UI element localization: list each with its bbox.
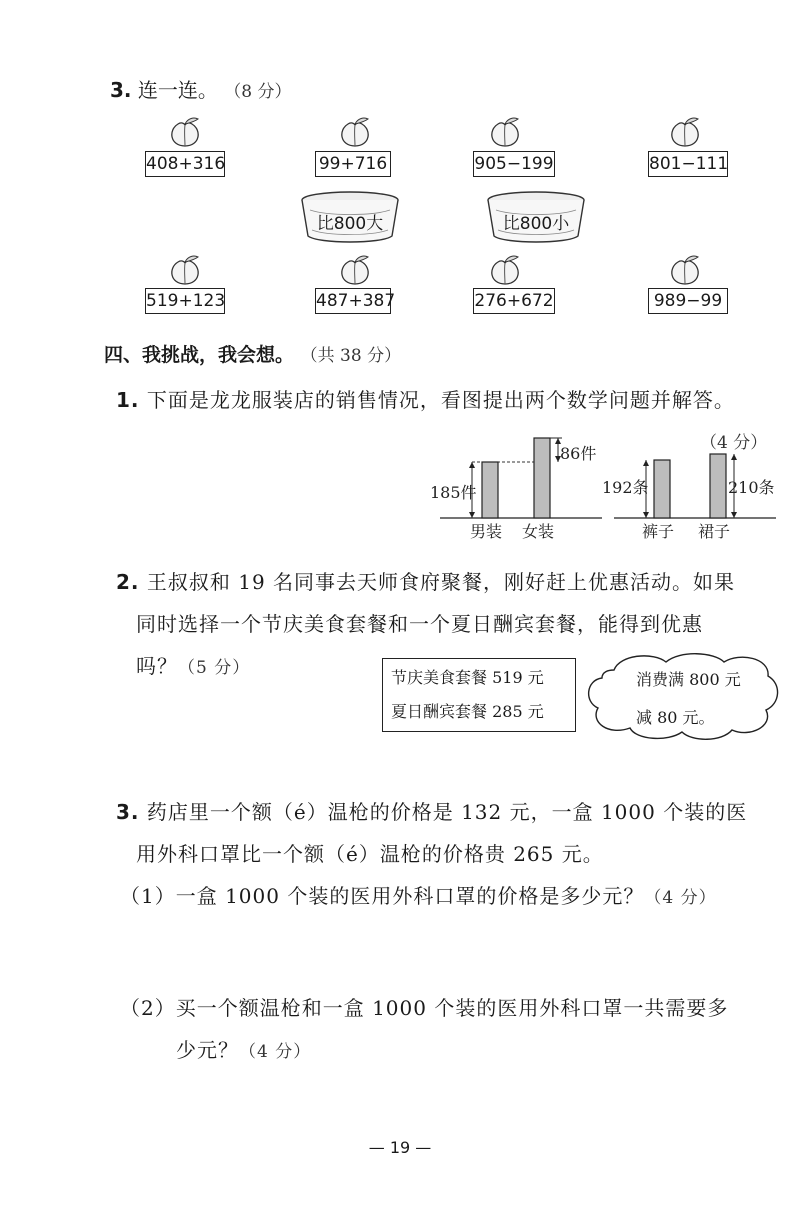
- section-heading: [104, 340, 401, 367]
- q3-instruction: 连一连。: [137, 78, 218, 102]
- subquestion-text: 少元？: [176, 1038, 239, 1062]
- problem-number: 3.: [116, 800, 140, 824]
- problem-1-points: （4 分）: [700, 433, 768, 453]
- problem-number: 1.: [116, 388, 140, 412]
- basket-label: 比800小: [502, 214, 570, 234]
- problem-text: 吗？: [136, 654, 178, 678]
- peach-icon: [334, 116, 376, 148]
- problem-text: 下面是龙龙服装店的销售情况，看图提出两个数学问题并解答。: [146, 388, 735, 412]
- problem-text: 药店里一个额（é）温枪的价格是 132 元，一盒 1000 个装的医: [146, 800, 748, 824]
- menu-item: 节庆美食套餐 519 元: [391, 668, 544, 687]
- label-86: 86件: [560, 444, 597, 463]
- problem-3-sub2-line1: （2）买一个额温枪和一盒 1000 个装的医用外科口罩一共需要多: [120, 996, 729, 1020]
- problem-2-line2: 同时选择一个节庆美食套餐和一个夏日酬宾套餐，能得到优惠: [136, 612, 703, 636]
- peach-icon: [484, 254, 526, 286]
- category-skirts: 裙子: [698, 522, 731, 541]
- peach-icon: [664, 116, 706, 148]
- peach-icon: [164, 116, 206, 148]
- bar-pants: [654, 460, 670, 518]
- problem-1-text: [116, 384, 735, 413]
- cloud-bubble-icon: [584, 648, 784, 744]
- promo-line: 减 80 元。: [636, 708, 715, 727]
- expression-box[interactable]: 408+316: [145, 151, 225, 177]
- menu-box: [382, 658, 576, 732]
- peach-icon: [664, 254, 706, 286]
- q3-number: 3.: [110, 78, 132, 102]
- q3-title: [110, 74, 291, 103]
- peach-icon: [164, 254, 206, 286]
- subquestion-points: （4 分）: [239, 1042, 312, 1062]
- promo-line: 消费满 800 元: [636, 670, 741, 689]
- expression-box[interactable]: 905−199: [473, 151, 555, 177]
- subquestion-text: （1）一盒 1000 个装的医用外科口罩的价格是多少元？: [120, 884, 645, 908]
- expression-box[interactable]: 487+387: [315, 288, 391, 314]
- problem-2-line1: [116, 566, 735, 595]
- problem-3-sub2-line2: [176, 1034, 311, 1063]
- bar-womenswear: [534, 438, 550, 518]
- section-title: 四、我挑战，我会想。: [104, 344, 295, 366]
- problem-number: 2.: [116, 570, 140, 594]
- label-210: 210条: [728, 478, 775, 497]
- label-185: 185件: [430, 483, 477, 502]
- problem-3-sub1: [120, 880, 717, 909]
- expression-box[interactable]: 99+716: [315, 151, 391, 177]
- expression-box[interactable]: 276+672: [473, 288, 555, 314]
- peach-icon: [334, 254, 376, 286]
- problem-3-line1: [116, 796, 747, 825]
- section-points: （共 38 分）: [300, 346, 402, 366]
- problem-text: 王叔叔和 19 名同事去天师食府聚餐，刚好赶上优惠活动。如果: [146, 570, 736, 594]
- category-menswear: 男装: [470, 522, 503, 541]
- basket-label: 比800大: [316, 214, 384, 234]
- category-womenswear: 女装: [522, 522, 555, 541]
- category-pants: 裤子: [642, 522, 675, 541]
- bar-chart-clothing: [426, 432, 608, 544]
- menu-item: 夏日酬宾套餐 285 元: [391, 702, 544, 721]
- q3-points: （8 分）: [224, 82, 292, 102]
- page-number: — 19 —: [368, 1138, 432, 1157]
- problem-points: （5 分）: [178, 658, 251, 678]
- problem-3-line2: 用外科口罩比一个额（é）温枪的价格贵 265 元。: [136, 842, 604, 866]
- label-192: 192条: [602, 478, 649, 497]
- subquestion-points: （4 分）: [644, 888, 717, 908]
- expression-box[interactable]: 519+123: [145, 288, 225, 314]
- problem-2-line3: [136, 650, 250, 679]
- bar-menswear: [482, 462, 498, 518]
- expression-box[interactable]: 989−99: [648, 288, 728, 314]
- bar-chart-pants-skirts: [600, 444, 782, 544]
- expression-box[interactable]: 801−111: [648, 151, 728, 177]
- peach-icon: [484, 116, 526, 148]
- bar-skirts: [710, 454, 726, 518]
